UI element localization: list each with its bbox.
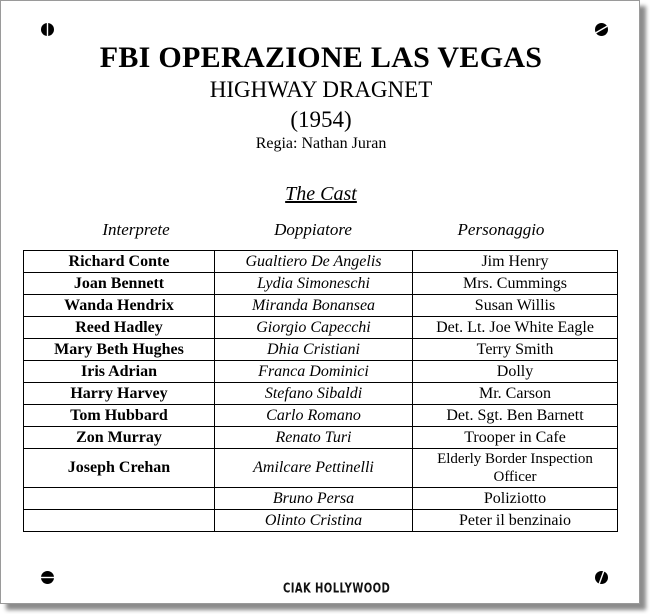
dubber-cell: Renato Turi	[215, 427, 413, 449]
actor-cell: Zon Murray	[24, 427, 215, 449]
character-cell: Mr. Carson	[413, 383, 618, 405]
table-row	[24, 427, 618, 449]
character-cell: Det. Lt. Joe White Eagle	[413, 317, 618, 339]
table-row	[24, 449, 618, 488]
dubber-cell: Lydia Simoneschi	[215, 273, 413, 295]
character-cell: Elderly Border Inspection Officer	[413, 449, 618, 488]
actor-cell: Wanda Hendrix	[24, 295, 215, 317]
dubber-cell: Carlo Romano	[215, 405, 413, 427]
character-cell: Poliziotto	[413, 488, 618, 510]
cast-heading: The Cast	[285, 183, 357, 205]
page-title: FBI OPERAZIONE LAS VEGAS	[99, 41, 543, 74]
actor-cell	[24, 510, 215, 532]
character-cell: Terry Smith	[413, 339, 618, 361]
dubber-cell: Olinto Cristina	[215, 510, 413, 532]
character-cell: Susan Willis	[413, 295, 618, 317]
character-cell: Trooper in Cafe	[413, 427, 618, 449]
dubber-cell: Gualtiero De Angelis	[215, 251, 413, 273]
character-cell: Dolly	[413, 361, 618, 383]
dubber-cell: Stefano Sibaldi	[215, 383, 413, 405]
dubber-cell: Miranda Bonansea	[215, 295, 413, 317]
character-cell: Jim Henry	[413, 251, 618, 273]
screw-icon	[595, 23, 608, 36]
actor-cell: Iris Adrian	[24, 361, 215, 383]
dubber-cell: Amilcare Pettinelli	[215, 449, 413, 488]
actor-cell: Richard Conte	[24, 251, 215, 273]
actor-cell: Joan Bennett	[24, 273, 215, 295]
column-header-character: Personaggio	[457, 220, 545, 239]
actor-cell: Tom Hubbard	[24, 405, 215, 427]
table-row	[24, 295, 618, 317]
table-row	[24, 361, 618, 383]
dubber-cell: Dhia Cristiani	[215, 339, 413, 361]
actor-cell: Mary Beth Hughes	[24, 339, 215, 361]
screw-icon	[595, 571, 608, 584]
table-row	[24, 339, 618, 361]
character-cell: Mrs. Cummings	[413, 273, 618, 295]
dubber-cell: Franca Dominici	[215, 361, 413, 383]
actor-cell	[24, 488, 215, 510]
dubber-cell: Bruno Persa	[215, 488, 413, 510]
character-cell: Peter il benzinaio	[413, 510, 618, 532]
actor-cell: Harry Harvey	[24, 383, 215, 405]
screw-icon	[41, 23, 54, 36]
column-header-dubber: Doppiatore	[274, 220, 352, 239]
actor-cell: Joseph Crehan	[24, 449, 215, 488]
table-row	[24, 405, 618, 427]
table-row	[24, 273, 618, 295]
character-cell: Det. Sgt. Ben Barnett	[413, 405, 618, 427]
table-row	[24, 251, 618, 273]
ciak-hollywood-logo: CIAK HOLLYWOOD	[283, 582, 391, 597]
column-header-actor: Interprete	[102, 220, 170, 239]
release-year: (1954)	[290, 107, 352, 132]
director-credit: Regia: Nathan Juran	[255, 135, 387, 152]
cast-table	[23, 250, 618, 532]
original-title: HIGHWAY DRAGNET	[209, 77, 433, 102]
table-row	[24, 510, 618, 532]
table-row	[24, 488, 618, 510]
dubber-cell: Giorgio Capecchi	[215, 317, 413, 339]
actor-cell: Reed Hadley	[24, 317, 215, 339]
table-row	[24, 317, 618, 339]
screw-icon	[41, 571, 54, 584]
table-row	[24, 383, 618, 405]
